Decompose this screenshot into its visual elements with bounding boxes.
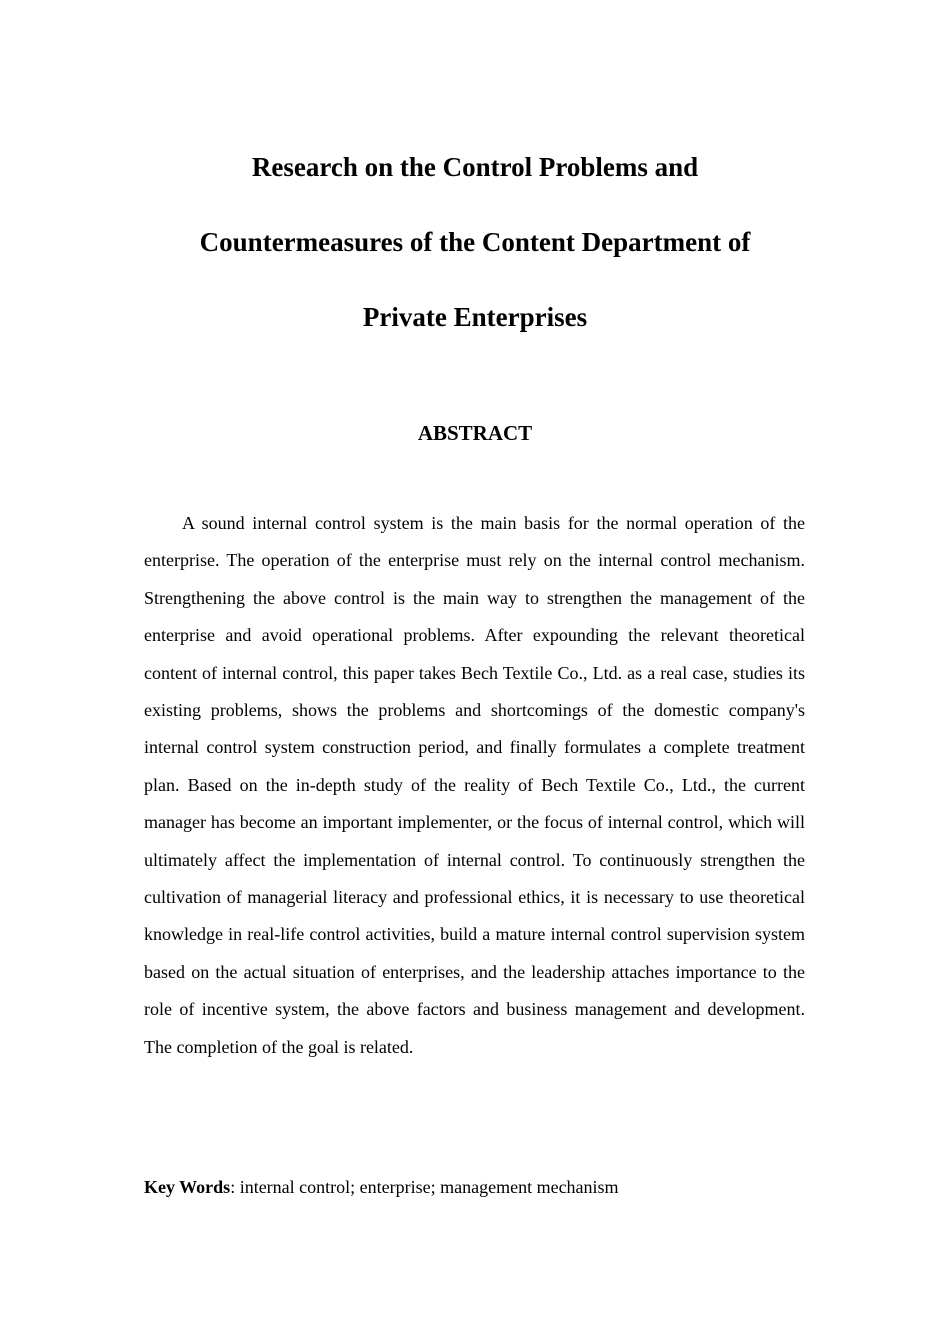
keywords-label: Key Words	[144, 1177, 231, 1197]
paper-title	[120, 130, 830, 355]
keywords-line	[144, 1173, 805, 1201]
abstract-heading: ABSTRACT	[417, 421, 533, 445]
title-line-1: Research on the Control Problems and	[251, 152, 699, 182]
title-line-2: Countermeasures of the Content Department of	[199, 227, 751, 257]
title-line-3: Private Enterprises	[362, 302, 588, 332]
abstract-body: A sound internal control system is the main basis for the normal operation of the enterprise. The operation of the enterprise must rely on the internal control mechanism. Strengthening the above control is the main way to strengthen the management of the enterprise and avoid operational problems. After expounding the relevant theoretical content of internal control, this paper takes Bech Textile Co., Ltd. as a real case, studies its existing problems, shows the problems and shortcomings of the domestic company's internal control system construction period, and finally formulates a complete treatment plan. Based on the in-depth study of the reality of Bech Textile Co., Ltd., the current manager has become an important implementer, or the focus of internal control, which will ultimately affect the implementation of internal control. To continuously strengthen the cultivation of managerial literacy and professional ethics, it is necessary to use theoretical knowledge in real-life control activities, build a mature internal control supervision system based on the actual situation of enterprises, and the leadership attaches importance to the role of incentive system, the above factors and business management and development. The completion of the goal is related.	[144, 513, 805, 1057]
keywords-text: : internal control; enterprise; management mechanism	[230, 1177, 619, 1197]
